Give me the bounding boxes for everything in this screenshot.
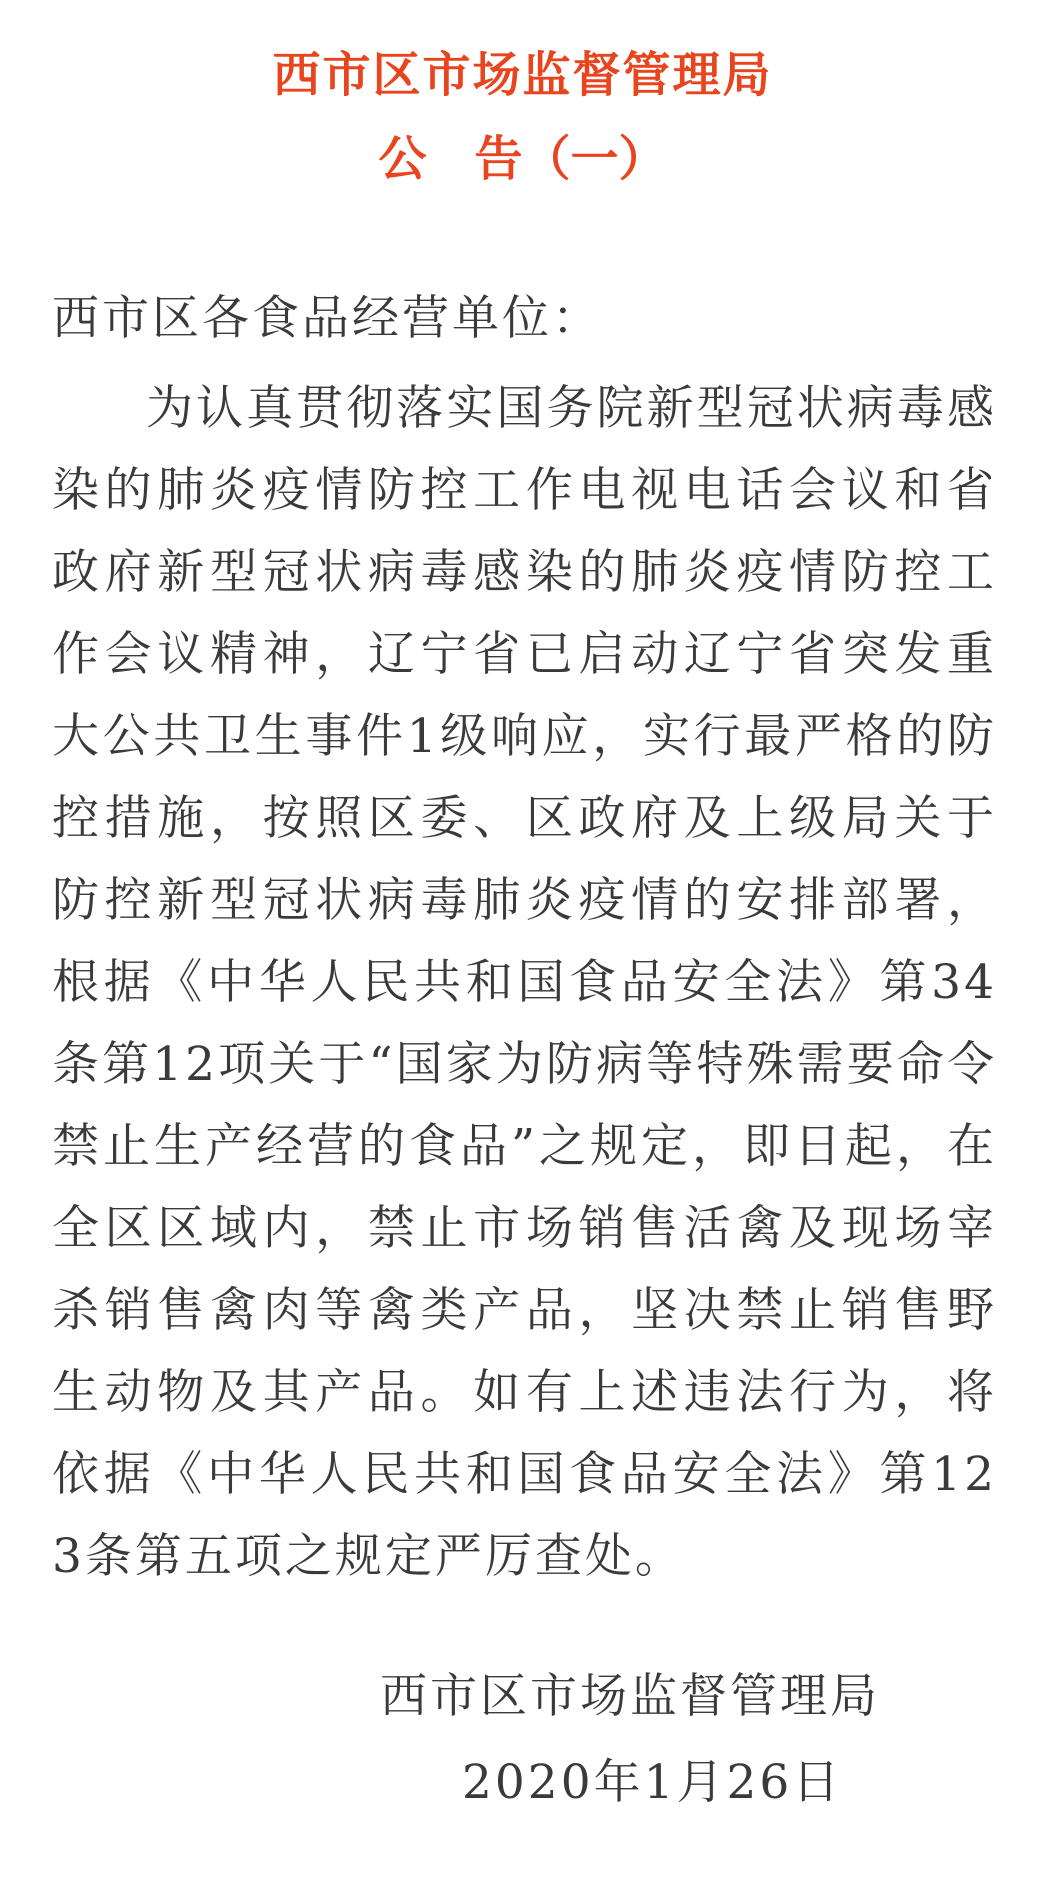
salutation: 西市区各食品经营单位： (52, 291, 602, 346)
signature-date: 2020年1月26日 (462, 1755, 843, 1810)
issuing-organization-title: 西市区市场监督管理局 (272, 47, 773, 103)
signature-organization: 西市区市场监督管理局 (380, 1669, 880, 1724)
notice-body: 为认真贯彻落实国务院新型冠状病毒感染的肺炎疫情防控工作电视电话会议和省政府新型冠状病毒感染的肺炎疫情防控工作会议精神，辽宁省已启动辽宁省突发重大公共卫生事件1级响应，实行最严格的防控措施，按照区委、区政府及上级局关于防控新型冠状病毒肺炎疫情的安排部署，根据《中华人民共和国食品安全法》第34条第12项关于“国家为防病等特殊需要命令禁止生产经营的食品”之规定，即日起，在全区区域内，禁止市场销售活禽及现场宰杀销售禽肉等禽类产品，坚决禁止销售野生动物及其产品。如有上述违法行为，将依据《中华人民共和国食品安全法》第123条第五项之规定严厉查处。 (52, 381, 997, 1584)
notice-title: 公 告（一） (378, 131, 667, 187)
